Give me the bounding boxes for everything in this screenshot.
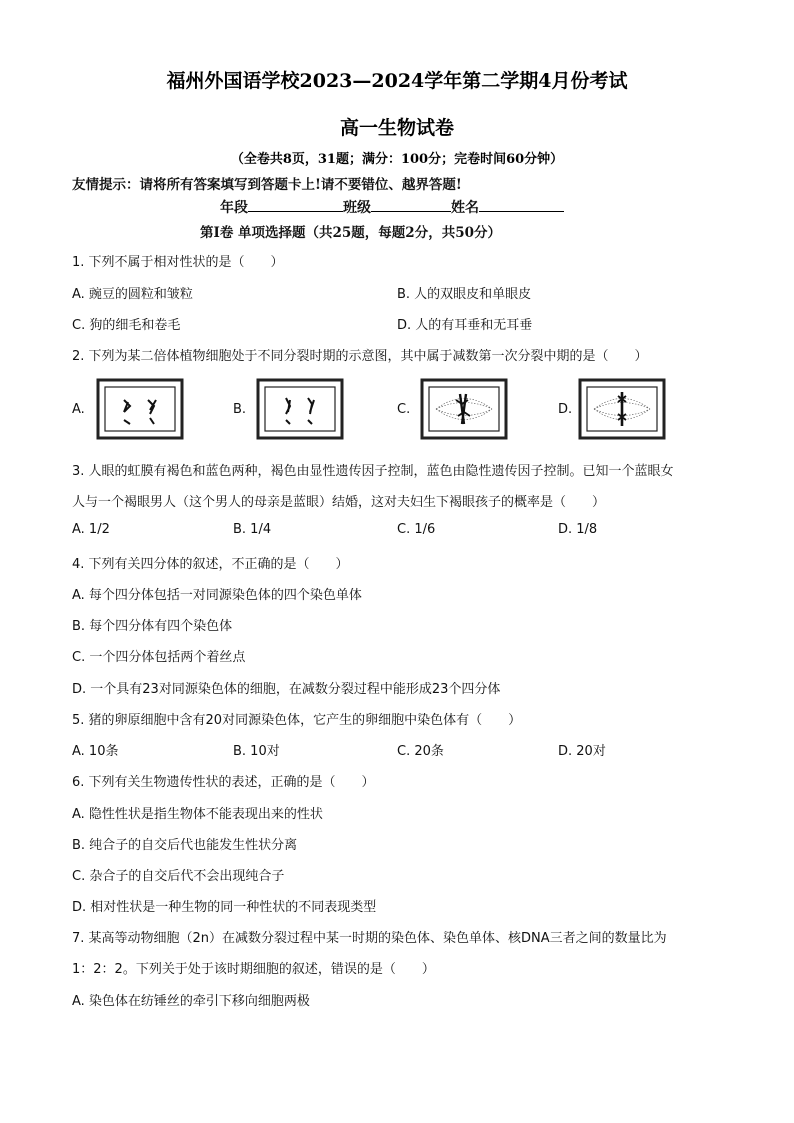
- q2-option-d: D.: [558, 402, 573, 417]
- q5-option-a: A. 10条: [72, 744, 119, 759]
- q4-option-c: C. 一个四分体包括两个着丝点: [72, 650, 246, 665]
- friendly-tip: 友情提示：请将所有答案填写到答题卡上!请不要错位、越界答题!: [72, 177, 462, 193]
- student-info-row: [220, 197, 564, 217]
- q1-option-a: A. 豌豆的圆粒和皱粒: [72, 287, 193, 302]
- cell-diagram-b: [256, 378, 344, 440]
- q3-option-a: A. 1/2: [72, 522, 110, 537]
- q6-option-c: C. 杂合子的自交后代不会出现纯合子: [72, 869, 285, 884]
- q2-stem: 2. 下列为某二倍体植物细胞处于不同分裂时期的示意图，其中属于减数第一次分裂中期的是（ ）: [72, 349, 648, 364]
- q5-option-d: D. 20对: [558, 744, 606, 759]
- name-label: 姓名: [451, 200, 479, 216]
- q5-option-b: B. 10对: [233, 744, 280, 759]
- q3-option-c: C. 1/6: [397, 522, 436, 537]
- name-blank[interactable]: [479, 198, 564, 212]
- q7-stem-line1: 7. 某高等动物细胞（2n）在减数分裂过程中某一时期的染色体、染色单体、核DNA三者之间的数量比为: [72, 931, 667, 946]
- q4-option-d: D. 一个具有23对同源染色体的细胞，在减数分裂过程中能形成23个四分体: [72, 682, 501, 697]
- q1-option-c: C. 狗的细毛和卷毛: [72, 318, 181, 333]
- q7-stem-line2: 1：2：2。下列关于处于该时期细胞的叙述，错误的是（ ）: [72, 962, 435, 977]
- exam-subtitle: 高一生物试卷: [339, 117, 454, 139]
- q2-option-c: C.: [397, 402, 411, 417]
- q1-option-b: B. 人的双眼皮和单眼皮: [397, 287, 532, 302]
- grade-label: 年段: [220, 200, 248, 216]
- class-blank[interactable]: [371, 198, 451, 212]
- q2-option-a: A.: [72, 402, 85, 417]
- cell-diagram-d: [578, 378, 666, 440]
- cell-diagram-c: [420, 378, 508, 440]
- q3-option-d: D. 1/8: [558, 522, 598, 537]
- q2-option-b: B.: [233, 402, 247, 417]
- q6-option-b: B. 纯合子的自交后代也能发生性状分离: [72, 838, 298, 853]
- q6-stem: 6. 下列有关生物遗传性状的表述，正确的是（ ）: [72, 775, 375, 790]
- q4-option-b: B. 每个四分体有四个染色体: [72, 619, 233, 634]
- grade-blank[interactable]: [248, 198, 343, 212]
- q3-stem-line2: 人与一个褐眼男人（这个男人的母亲是蓝眼）结婚，这对夫妇生下褐眼孩子的概率是（ ）: [72, 495, 606, 510]
- q3-option-b: B. 1/4: [233, 522, 272, 537]
- exam-title: 福州外国语学校2023—2024学年第二学期4月份考试: [166, 70, 628, 92]
- q4-option-a: A. 每个四分体包括一对同源染色体的四个染色单体: [72, 588, 362, 603]
- class-label: 班级: [343, 200, 371, 216]
- q4-stem: 4. 下列有关四分体的叙述，不正确的是（ ）: [72, 557, 349, 572]
- q1-stem: 1. 下列不属于相对性状的是（ ）: [72, 255, 284, 270]
- section-heading: 第Ⅰ卷 单项选择题（共25题，每题2分，共50分）: [200, 225, 501, 241]
- q3-stem-line1: 3. 人眼的虹膜有褐色和蓝色两种，褐色由显性遗传因子控制，蓝色由隐性遗传因子控制。已知一个蓝眼女: [72, 464, 674, 479]
- q5-stem: 5. 猪的卵原细胞中含有20对同源染色体，它产生的卵细胞中染色体有（ ）: [72, 713, 522, 728]
- q6-option-a: A. 隐性性状是指生物体不能表现出来的性状: [72, 807, 323, 822]
- q7-option-a: A. 染色体在纺锤丝的牵引下移向细胞两极: [72, 994, 310, 1009]
- q6-option-d: D. 相对性状是一种生物的同一种性状的不同表现类型: [72, 900, 377, 915]
- q1-option-d: D. 人的有耳垂和无耳垂: [397, 318, 533, 333]
- q5-option-c: C. 20条: [397, 744, 444, 759]
- cell-diagram-a: [96, 378, 184, 440]
- exam-meta: （全卷共8页，31题；满分：100分；完卷时间60分钟）: [230, 152, 564, 167]
